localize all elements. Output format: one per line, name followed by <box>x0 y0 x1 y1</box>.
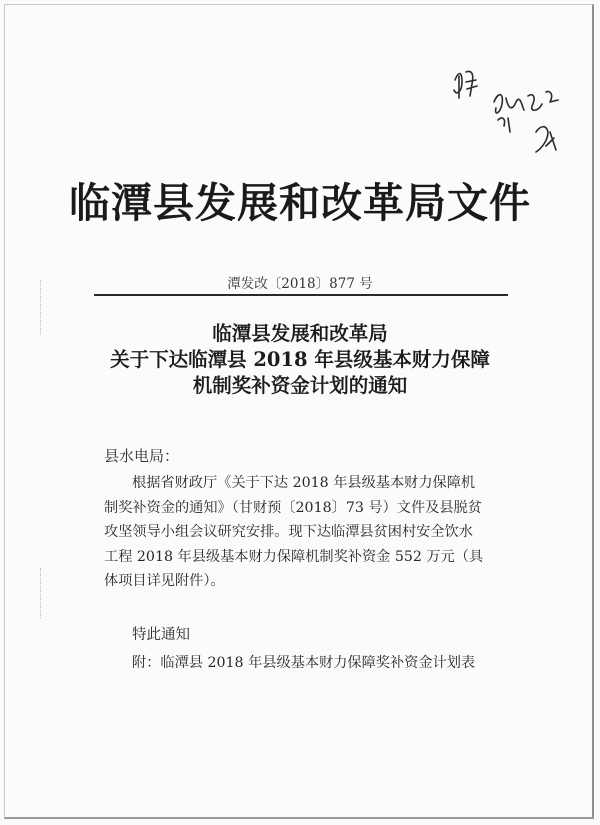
document-title <box>0 321 600 399</box>
title-line: 机制奖补资金计划的通知 <box>192 374 408 397</box>
title-line: 关于下达临潭县 2018 年县级基本财力保障 <box>110 348 490 371</box>
binding-holes-bottom <box>40 568 49 618</box>
recipient: 县水电局： <box>104 447 180 465</box>
body-line: 攻坚领导小组会议研究安排。现下达临潭县贫困村安全饮水 <box>104 524 473 541</box>
document-number: 潭发改〔2018〕877 号 <box>227 276 373 292</box>
body-line: 体项目详见附件）。 <box>104 573 225 590</box>
body-line: 制奖补资金的通知》（甘财预〔2018〕73 号）文件及县脱贫 <box>104 499 482 516</box>
title-line: 临潭县发展和改革局 <box>212 322 388 345</box>
handwritten-signature <box>450 62 570 172</box>
attachment-note: 附：临潭县 2018 年县级基本财力保障奖补资金计划表 <box>132 655 476 671</box>
body-text <box>104 471 504 594</box>
closing-text: 特此通知 <box>132 627 190 643</box>
red-head-divider <box>94 294 508 296</box>
body-line: 根据省财政厅《关于下达 2018 年县级基本财力保障机 <box>132 475 476 491</box>
issuer-header: 临潭县发展和改革局文件 <box>69 179 531 227</box>
body-line: 工程 2018 年县级基本财力保障机制奖补资金 552 万元（具 <box>104 548 484 565</box>
